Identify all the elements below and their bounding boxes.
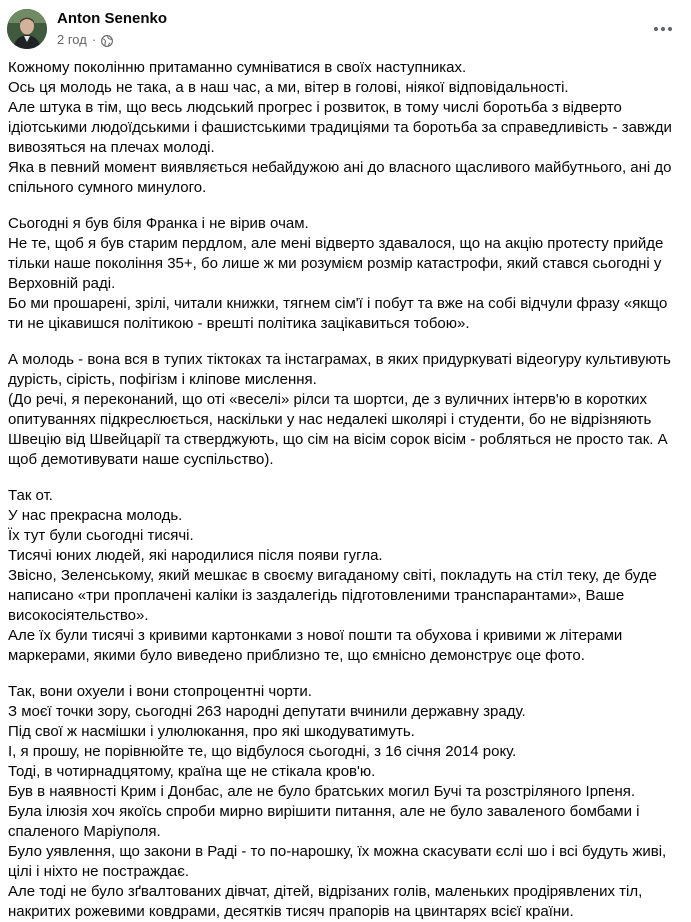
post-paragraph xyxy=(8,486,684,666)
post-text-line: Звісно, Зеленському, який мешкає в своєму вигаданому світі, покладуть на стіл теку, де буде xyxy=(8,567,657,584)
post-text-line: Так, вони охуели і вони стопроцентні чорти. xyxy=(8,683,312,700)
post-text-line: Сьогодні я був біля Франка і не вірив очам. xyxy=(8,215,309,232)
post-text-line: написано «три проплачені каліки із заздалегідь підготовленими транспарантами», Ваше xyxy=(8,587,625,604)
post-text-line: Тисячі юних людей, які народилися після появи гугла. xyxy=(8,547,383,564)
avatar-photo xyxy=(7,9,47,49)
post-text-line: Було уявлення, що закони в Раді - то по-нарошку, їх можна скасувати єслі шо і всі будуть живі, xyxy=(8,843,667,860)
post-text-line: (До речі, я переконаний, що оті «веселі» рілси та шортси, де з вуличних інтерв'ю в коротких xyxy=(8,391,648,408)
post-timestamp[interactable]: 2 год xyxy=(57,32,87,47)
post-text-line: Був в наявності Крим і Донбас, але не було братських могил Бучі та розстріляного Ірпеня. xyxy=(8,783,636,800)
post-text-line: високосіятельство». xyxy=(8,607,149,624)
post-text-line: Так от. xyxy=(8,487,53,504)
post-text-line: Бо ми прошарені, зрілі, читали книжки, тягнем сім'ї і побут та вже на собі відчули фразу «якщо xyxy=(8,295,668,312)
more-options-icon[interactable] xyxy=(648,14,678,44)
post-text-line: дурість, сірість, пофігізм і кліпове мислення. xyxy=(8,371,317,388)
post-text-line: З моєї точки зору, сьогодні 263 народні депутати вчинили державну зраду. xyxy=(8,703,526,720)
post-text-line: вивозяться на плечах молоді. xyxy=(8,139,215,156)
post-paragraph xyxy=(8,58,684,198)
post-text-line: Не те, щоб я був старим пердлом, але мені відверто здавалося, що на акцію протесту прийде xyxy=(8,235,664,252)
post-text-line: Тоді, в чотирнадцятому, країна ще не стікала кров'ю. xyxy=(8,763,376,780)
post-text-line: маркерами, якими було виведено приблизно те, що ємнісно демонструє оце фото. xyxy=(8,647,585,664)
post-meta xyxy=(57,31,113,49)
post-text-line: Під свої ж насмішки і улюлюкання, про які шкодуватимуть. xyxy=(8,723,415,740)
post-text-line: Їх тут були сьогодні тисячі. xyxy=(8,527,194,544)
post-text-line: Але їх були тисячі з кривими картонками з нової пошти та обухова і кривими ж літерами xyxy=(8,627,623,644)
post-text xyxy=(8,58,684,922)
post-text-line: щоб демотивувати наше суспільство). xyxy=(8,451,274,468)
post-text-line: цілі і ніхто не постраждає. xyxy=(8,863,190,880)
post-text-line: накритих рожевими ковдрами, десятків тисяч прапорів на цвинтарях всієї країни. xyxy=(8,903,574,920)
post-text-line: У нас прекрасна молодь. xyxy=(8,507,183,524)
post-text-line: ідіотськими людоїдськими і фашистськими традиціями та боротьба за справедливість - завжди xyxy=(8,119,672,136)
globe-icon[interactable] xyxy=(101,34,113,46)
post-text-line: тільки наше покоління 35+, бо лише ж ми розумієм розмір катастрофи, який стався сьогодні у xyxy=(8,255,662,272)
post-text-line: Але тоді не було зґвалтованих дівчат, дітей, відрізаних голів, маленьких продірявлених тіл, xyxy=(8,883,643,900)
author-name[interactable]: Anton Senenko xyxy=(57,10,168,27)
post-text-line: Швецію від Швейцарії та стверджують, що сім на вісім сорок вісім - робляться не просто так. А xyxy=(8,431,668,448)
post-text-line: Кожному поколінню притаманно сумніватися в своїх наступниках. xyxy=(8,59,467,76)
post-text-line: Яка в певний момент виявляється небайдужою ані до власного щасливого майбутнього, ані до xyxy=(8,159,672,176)
post-header xyxy=(0,0,691,58)
post-text-line: спільного сумного минулого. xyxy=(8,179,207,196)
meta-separator: · xyxy=(91,32,97,47)
post-paragraph xyxy=(8,350,684,470)
post-text-line: А молодь - вона вся в тупих тіктоках та інстаграмах, в яких придуркуваті відеогуру культивують xyxy=(8,351,671,368)
post-text-line: Верховній раді. xyxy=(8,275,116,292)
post-text-line: спаленого Маріуполя. xyxy=(8,823,161,840)
post-paragraph xyxy=(8,214,684,334)
post-text-line: Але штука в тім, що весь людський прогрес і розвиток, в тому числі боротьба з відверто xyxy=(8,99,622,116)
avatar[interactable] xyxy=(7,9,47,49)
post-paragraph xyxy=(8,682,684,922)
post-text-line: І, я прошу, не порівнюйте те, що відбулося сьогодні, з 16 січня 2014 року. xyxy=(8,743,517,760)
post-text-line: Ось ця молодь не така, а в наш час, а ми, вітер в голові, ніякої відповідальності. xyxy=(8,79,569,96)
post-text-line: опитуваннях підкреслюється, наскільки у нас недалекі школярі і студенти, бо не відрізняють xyxy=(8,411,652,428)
post-text-line: Була ілюзія хоч якоїсь спроби мирно вирішити питання, але не було заваленого бомбами і xyxy=(8,803,640,820)
post-text-line: ти не цікавишся політикою - врешті політика зацікавиться тобою». xyxy=(8,315,470,332)
